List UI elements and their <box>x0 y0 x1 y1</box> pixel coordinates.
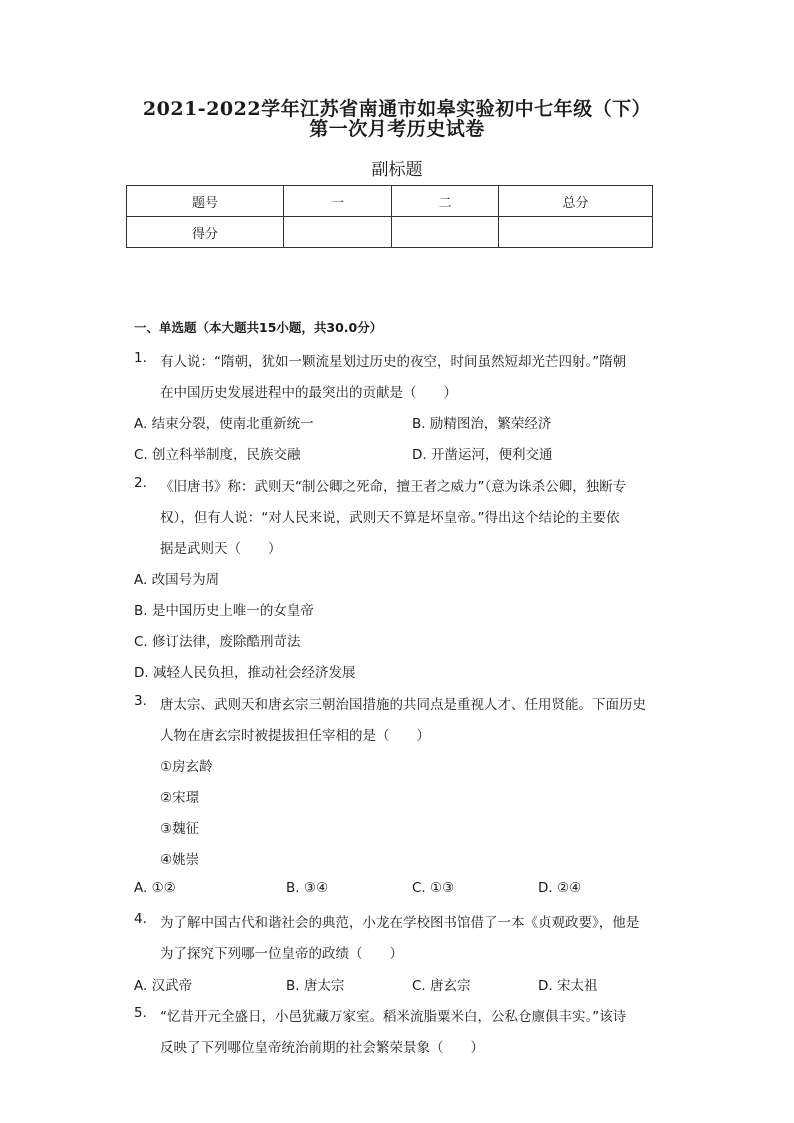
question-text-line: 权），但有人说：“对人民来说，武则天不算是坏皇帝。”得出这个结论的主要依 <box>160 510 620 526</box>
question-item: ④姚崇 <box>160 852 200 868</box>
question-text-line: 人物在唐玄宗时被提拔担任宰相的是（ ） <box>160 728 430 744</box>
exam-title-line2: 第一次月考历史试卷 <box>309 118 485 140</box>
question-number: 2. <box>134 475 147 491</box>
question-text-line: 有人说：“隋朝，犹如一颗流星划过历史的夜空，时间虽然短却光芒四射。”隋朝 <box>160 354 627 370</box>
answer-option[interactable]: D. 开凿运河，便利交通 <box>412 447 553 463</box>
score-cell[interactable] <box>284 217 392 248</box>
answer-option[interactable]: A. 汉武帝 <box>134 978 193 994</box>
question-number: 1. <box>134 350 147 366</box>
answer-option[interactable]: A. 改国号为周 <box>134 572 220 588</box>
answer-option[interactable]: A. ①② <box>134 880 176 896</box>
question-item: ①房玄龄 <box>160 759 213 775</box>
exam-title-line1: 2021-2022学年江苏省南通市如皋实验初中七年级（下） <box>142 98 652 120</box>
answer-option[interactable]: C. 创立科举制度，民族交融 <box>134 447 301 463</box>
question-text-line: 《旧唐书》称：武则天“制公卿之死命，擅王者之威力”（意为诛杀公卿，独断专 <box>160 479 627 495</box>
question-number: 5. <box>134 1005 147 1021</box>
answer-option[interactable]: B. 励精图治，繁荣经济 <box>412 416 552 432</box>
answer-option[interactable]: B. 是中国历史上唯一的女皇帝 <box>134 603 314 619</box>
score-cell[interactable] <box>499 217 653 248</box>
answer-option[interactable]: A. 结束分裂，使南北重新统一 <box>134 416 314 432</box>
answer-option[interactable]: D. 宋太祖 <box>538 978 598 994</box>
question-item: ②宋璟 <box>160 790 200 806</box>
section-heading: 一、单选题（本大题共15小题，共30.0分） <box>134 320 383 335</box>
answer-option[interactable]: D. ②④ <box>538 880 582 896</box>
answer-option[interactable]: C. 修订法律，废除酷刑苛法 <box>134 634 301 650</box>
question-number: 4. <box>134 911 147 927</box>
question-text-line: 在中国历史发展进程中的最突出的贡献是（ ） <box>160 385 457 401</box>
score-header-cell: 二 <box>392 186 499 217</box>
question-number: 3. <box>134 693 147 709</box>
score-header-cell: 题号 <box>127 186 284 217</box>
answer-option[interactable]: B. ③④ <box>286 880 329 896</box>
answer-option[interactable]: B. 唐太宗 <box>286 978 345 994</box>
question-text-line: 唐太宗、武则天和唐玄宗三朝治国措施的共同点是重视人才、任用贤能。下面历史 <box>160 697 646 713</box>
question-text-line: 反映了下列哪位皇帝统治前期的社会繁荣景象（ ） <box>160 1040 484 1056</box>
answer-option[interactable]: D. 减轻人民负担，推动社会经济发展 <box>134 665 356 681</box>
score-table <box>126 185 653 248</box>
question-text-line: 据是武则天（ ） <box>160 541 282 557</box>
question-text-line: 为了探究下列哪一位皇帝的政绩（ ） <box>160 946 403 962</box>
score-header-cell: 一 <box>284 186 392 217</box>
question-text-line: 为了解中国古代和谐社会的典范，小龙在学校图书馆借了一本《贞观政要》，他是 <box>160 915 640 931</box>
answer-option[interactable]: C. 唐玄宗 <box>412 978 471 994</box>
question-item: ③魏征 <box>160 821 200 837</box>
score-cell[interactable] <box>392 217 499 248</box>
question-text-line: “忆昔开元全盛日，小邑犹藏万家室。稻米流脂粟米白，公私仓廪俱丰实。”该诗 <box>160 1009 627 1025</box>
score-table-row <box>127 217 653 248</box>
score-row-label: 得分 <box>127 217 284 248</box>
answer-option[interactable]: C. ①③ <box>412 880 455 896</box>
score-table-header-row <box>127 186 653 217</box>
score-header-cell: 总分 <box>499 186 653 217</box>
exam-subtitle: 副标题 <box>371 160 423 180</box>
